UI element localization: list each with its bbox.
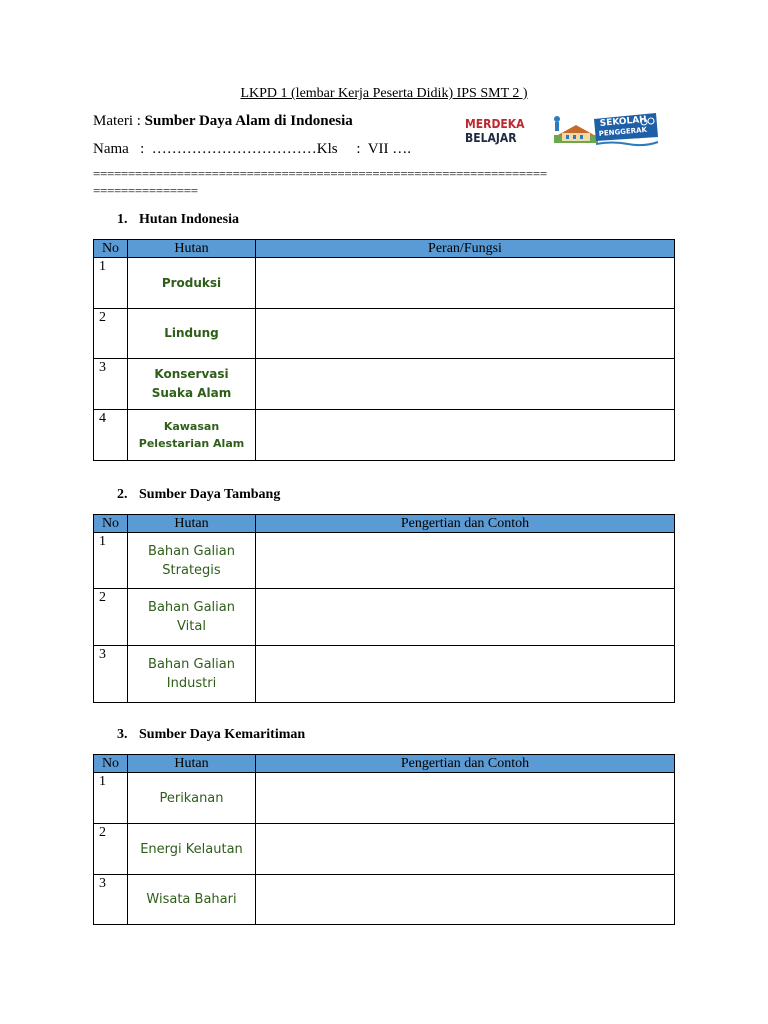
row-name: Bahan Galian Strategis xyxy=(128,533,256,589)
row-name: Lindung xyxy=(128,309,256,359)
table-row xyxy=(94,309,675,359)
column-header-no: No xyxy=(94,515,128,533)
row-number: 3 xyxy=(94,646,128,703)
row-number: 3 xyxy=(94,875,128,925)
answer-cell[interactable] xyxy=(256,589,675,646)
table-row xyxy=(94,359,675,410)
separator-line: ================================================================= xyxy=(93,166,547,181)
column-header-peran: Peran/Fungsi xyxy=(256,240,675,258)
table-row xyxy=(94,875,675,925)
table-kemaritiman xyxy=(93,754,675,925)
column-header-hutan: Hutan xyxy=(128,515,256,533)
table-header-row xyxy=(94,755,675,773)
row-name: Bahan Galian Vital xyxy=(128,589,256,646)
table-row xyxy=(94,410,675,461)
merdeka-belajar-logo: MERDEKA BELAJAR xyxy=(465,117,525,145)
column-header-pengertian: Pengertian dan Contoh xyxy=(256,755,675,773)
table-header-row xyxy=(94,515,675,533)
row-number: 1 xyxy=(94,773,128,824)
column-header-hutan: Hutan xyxy=(128,240,256,258)
section-heading-kemaritiman: 3. Sumber Daya Kemaritiman xyxy=(117,727,306,742)
table-row xyxy=(94,646,675,703)
answer-cell[interactable] xyxy=(256,410,675,461)
answer-cell[interactable] xyxy=(256,359,675,410)
page-title: LKPD 1 (lembar Kerja Peserta Didik) IPS SMT 2 ) xyxy=(240,86,528,101)
column-header-no: No xyxy=(94,755,128,773)
row-name: Perikanan xyxy=(128,773,256,824)
row-number: 3 xyxy=(94,359,128,410)
table-row xyxy=(94,773,675,824)
logo-sekolah-text: SEKOLAH xyxy=(599,114,648,129)
table-hutan xyxy=(93,239,675,461)
row-name: Kawasan Pelestarian Alam xyxy=(128,410,256,461)
answer-cell[interactable] xyxy=(256,646,675,703)
section-heading-tambang: 2. Sumber Daya Tambang xyxy=(117,487,281,502)
table-row xyxy=(94,258,675,309)
answer-cell[interactable] xyxy=(256,773,675,824)
nama-line: Nama : ……………………………Kls : VII …. xyxy=(93,141,412,157)
row-name: Bahan Galian Industri xyxy=(128,646,256,703)
row-name: Energi Kelautan xyxy=(128,824,256,875)
separator-line-continued: =============== xyxy=(93,183,198,198)
answer-cell[interactable] xyxy=(256,824,675,875)
sekolah-penggerak-logo xyxy=(552,111,660,147)
row-name: Konservasi Suaka Alam xyxy=(128,359,256,410)
materi-value: Sumber Daya Alam di Indonesia xyxy=(144,113,353,129)
column-header-no: No xyxy=(94,240,128,258)
row-number: 2 xyxy=(94,589,128,646)
table-row xyxy=(94,533,675,589)
logo-penggerak-text: PENGGERAK xyxy=(598,125,648,138)
table-row xyxy=(94,589,675,646)
materi-line xyxy=(93,113,353,130)
row-number: 1 xyxy=(94,258,128,309)
row-number: 2 xyxy=(94,309,128,359)
table-header-row xyxy=(94,240,675,258)
answer-cell[interactable] xyxy=(256,533,675,589)
row-number: 1 xyxy=(94,533,128,589)
row-name: Wisata Bahari xyxy=(128,875,256,925)
row-number: 2 xyxy=(94,824,128,875)
column-header-pengertian: Pengertian dan Contoh xyxy=(256,515,675,533)
materi-label: Materi : xyxy=(93,113,145,129)
answer-cell[interactable] xyxy=(256,309,675,359)
answer-cell[interactable] xyxy=(256,258,675,309)
row-number: 4 xyxy=(94,410,128,461)
row-name: Produksi xyxy=(128,258,256,309)
answer-cell[interactable] xyxy=(256,875,675,925)
column-header-hutan: Hutan xyxy=(128,755,256,773)
table-row xyxy=(94,824,675,875)
section-heading-hutan: 1. Hutan Indonesia xyxy=(117,212,239,227)
table-tambang xyxy=(93,514,675,703)
